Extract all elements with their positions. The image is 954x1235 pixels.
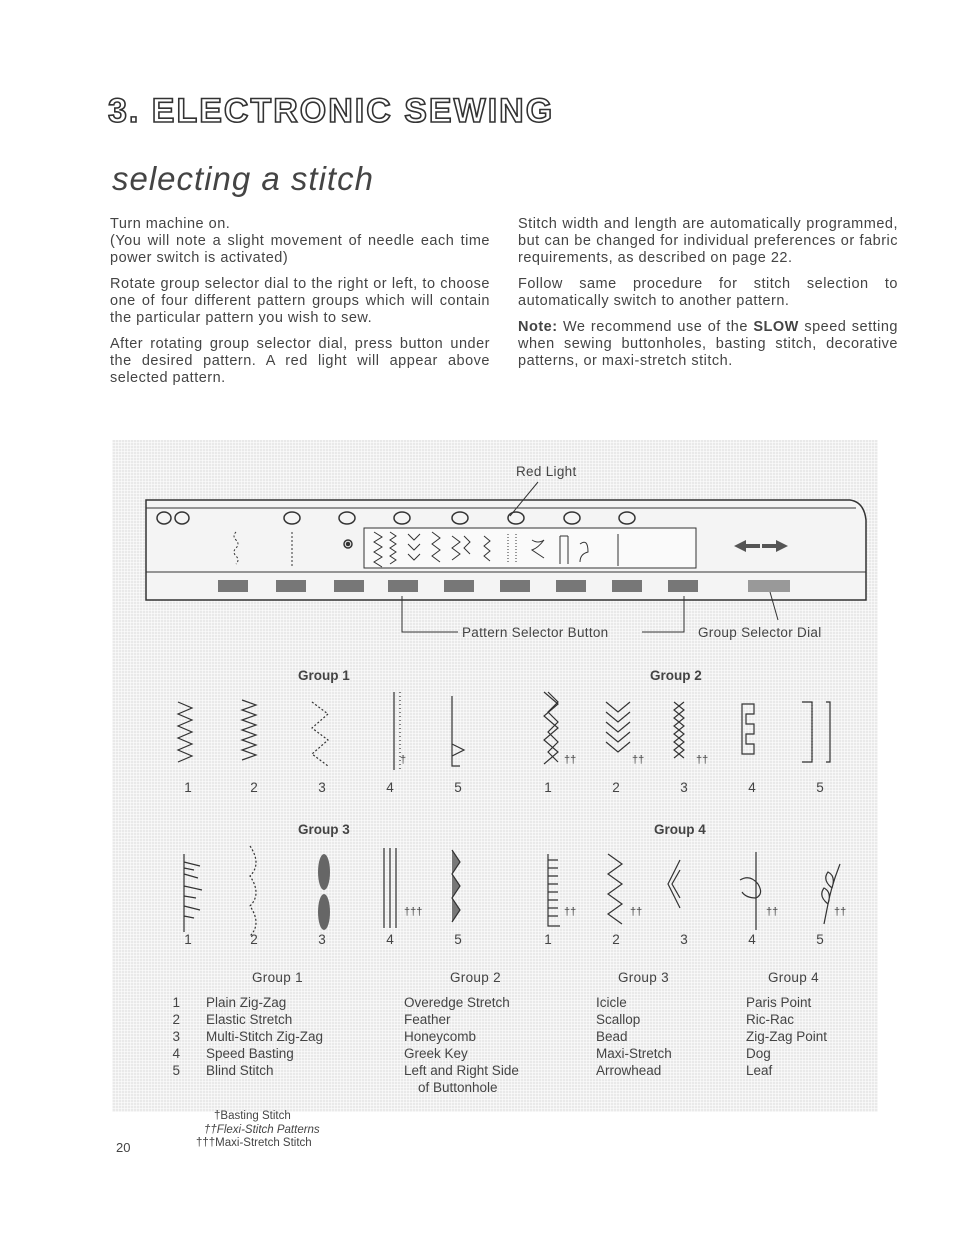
row2-num-7: 2 <box>612 932 620 947</box>
pattern-selector-button-label: Pattern Selector Button <box>462 625 609 640</box>
left-column <box>110 216 490 396</box>
row1-num-1: 1 <box>184 780 192 795</box>
group-1-label: Group 1 <box>298 668 350 683</box>
note-text-a: We recommend use of the <box>557 319 754 335</box>
list-item: Zig-Zag Point <box>746 1029 828 1044</box>
row1-num-6: 1 <box>544 780 552 795</box>
group-2-label: Group 2 <box>650 668 702 683</box>
row1-num-9: 4 <box>748 780 756 795</box>
group-1-stitch-list <box>206 994 323 1079</box>
row-number-4: 4 <box>172 1046 180 1061</box>
list-item: Scallop <box>596 1012 641 1027</box>
list-item: Ric-Rac <box>746 1012 795 1027</box>
list-header-group-3: Group 3 <box>618 970 669 985</box>
row1-num-7: 2 <box>612 780 620 795</box>
group-4-stitch-list <box>746 994 827 1079</box>
page-number: 20 <box>116 1140 131 1155</box>
footnote-flexi: ††Flexi-Stitch Patterns <box>204 1123 320 1136</box>
row-number-2: 2 <box>172 1012 180 1027</box>
list-item: Speed Basting <box>206 1046 294 1061</box>
row2-num-5: 5 <box>454 932 462 947</box>
row1-num-2: 2 <box>250 780 258 795</box>
row1-double-dagger-2: †† <box>632 754 645 766</box>
list-item: Greek Key <box>404 1046 468 1061</box>
row1-num-4: 4 <box>386 780 394 795</box>
group-2-stitch-list <box>404 994 519 1096</box>
group-4-label: Group 4 <box>654 822 706 837</box>
needle-note-text: (You will note a slight movement of needle each time power switch is activated) <box>110 233 490 266</box>
list-item: Leaf <box>746 1063 773 1078</box>
intro-paragraph <box>110 216 490 267</box>
row1-num-3: 3 <box>318 780 326 795</box>
note-text-b: speed setting when sewing buttonholes, basting stitch, decorative patterns, or maxi-stretch stitch. <box>518 319 898 369</box>
list-row-numbers <box>168 994 180 1079</box>
red-light-label: Red Light <box>516 464 577 479</box>
slow-label: SLOW <box>753 319 799 335</box>
row2-triple-dagger: ††† <box>404 906 423 918</box>
list-item: Bead <box>596 1029 628 1044</box>
stitch-drawings-row-1 <box>178 692 830 770</box>
group-3-label: Group 3 <box>298 822 350 837</box>
list-item: Dog <box>746 1046 771 1061</box>
page-subtitle: selecting a stitch <box>112 160 374 197</box>
list-item: Elastic Stretch <box>206 1012 293 1027</box>
row2-num-10: 5 <box>816 932 824 947</box>
turn-on-text: Turn machine on. <box>110 216 231 232</box>
list-item: Multi-Stitch Zig-Zag <box>206 1029 324 1044</box>
page-title: 3. ELECTRONIC SEWING <box>108 92 555 130</box>
procedure-paragraph: Follow same procedure for stitch selection to automatically switch to another pattern. <box>518 276 898 309</box>
row1-num-8: 3 <box>680 780 688 795</box>
list-header-group-1: Group 1 <box>252 970 303 985</box>
list-item: Honeycomb <box>404 1029 477 1044</box>
row2-num-1: 1 <box>184 932 192 947</box>
list-header-group-2: Group 2 <box>450 970 501 985</box>
row1-num-10: 5 <box>816 780 824 795</box>
list-item: Plain Zig-Zag <box>206 995 287 1010</box>
footnote-maxi: †††Maxi-Stretch Stitch <box>196 1137 312 1149</box>
list-item: Arrowhead <box>596 1063 662 1078</box>
list-item: Icicle <box>596 995 627 1010</box>
stitch-selector-figure <box>112 440 878 1112</box>
row2-double-dagger-2: †† <box>630 906 643 918</box>
row2-num-3: 3 <box>318 932 326 947</box>
list-item: Blind Stitch <box>206 1063 274 1078</box>
list-header-group-4: Group 4 <box>768 970 819 985</box>
row1-double-dagger-1: †† <box>564 754 577 766</box>
row2-num-4: 4 <box>386 932 394 947</box>
row-number-5: 5 <box>172 1063 180 1078</box>
row2-num-9: 4 <box>748 932 756 947</box>
button-paragraph: After rotating group selector dial, press button under the desired pattern. A red light will appear above selected pattern. <box>110 336 490 386</box>
group-selector-paragraph: Rotate group selector dial to the right or left, to choose one of four different pattern groups which will contain the particular pattern you wish to sew. <box>110 276 490 326</box>
list-item: of Buttonhole <box>418 1080 498 1095</box>
note-paragraph <box>518 319 898 370</box>
list-item: Overedge Stretch <box>404 995 510 1010</box>
row-number-1: 1 <box>172 995 180 1010</box>
list-item: Left and Right Side <box>404 1063 519 1078</box>
row2-double-dagger-1: †† <box>564 906 577 918</box>
note-label: Note: <box>518 319 558 335</box>
list-item: Paris Point <box>746 995 812 1010</box>
row2-num-6: 1 <box>544 932 552 947</box>
row2-double-dagger-3: †† <box>766 906 779 918</box>
stitch-drawings-row-2 <box>184 846 840 936</box>
group-3-stitch-list <box>596 994 672 1079</box>
row-number-3: 3 <box>172 1029 180 1044</box>
row1-double-dagger-3: †† <box>696 754 709 766</box>
width-length-paragraph: Stitch width and length are automatically programmed, but can be changed for individual preferences or fabric requirements, as described on page 22. <box>518 216 898 266</box>
group-selector-dial-label: Group Selector Dial <box>698 625 822 640</box>
row1-dagger: † <box>400 754 407 766</box>
footnote-basting: †Basting Stitch <box>214 1110 291 1122</box>
right-column <box>518 216 898 379</box>
row2-double-dagger-4: †† <box>834 906 847 918</box>
footnotes <box>196 1110 320 1151</box>
row2-num-2: 2 <box>250 932 258 947</box>
control-panel <box>146 482 866 632</box>
row2-num-8: 3 <box>680 932 688 947</box>
list-item: Feather <box>404 1012 451 1027</box>
row1-num-5: 5 <box>454 780 462 795</box>
list-item: Maxi-Stretch <box>596 1046 672 1061</box>
